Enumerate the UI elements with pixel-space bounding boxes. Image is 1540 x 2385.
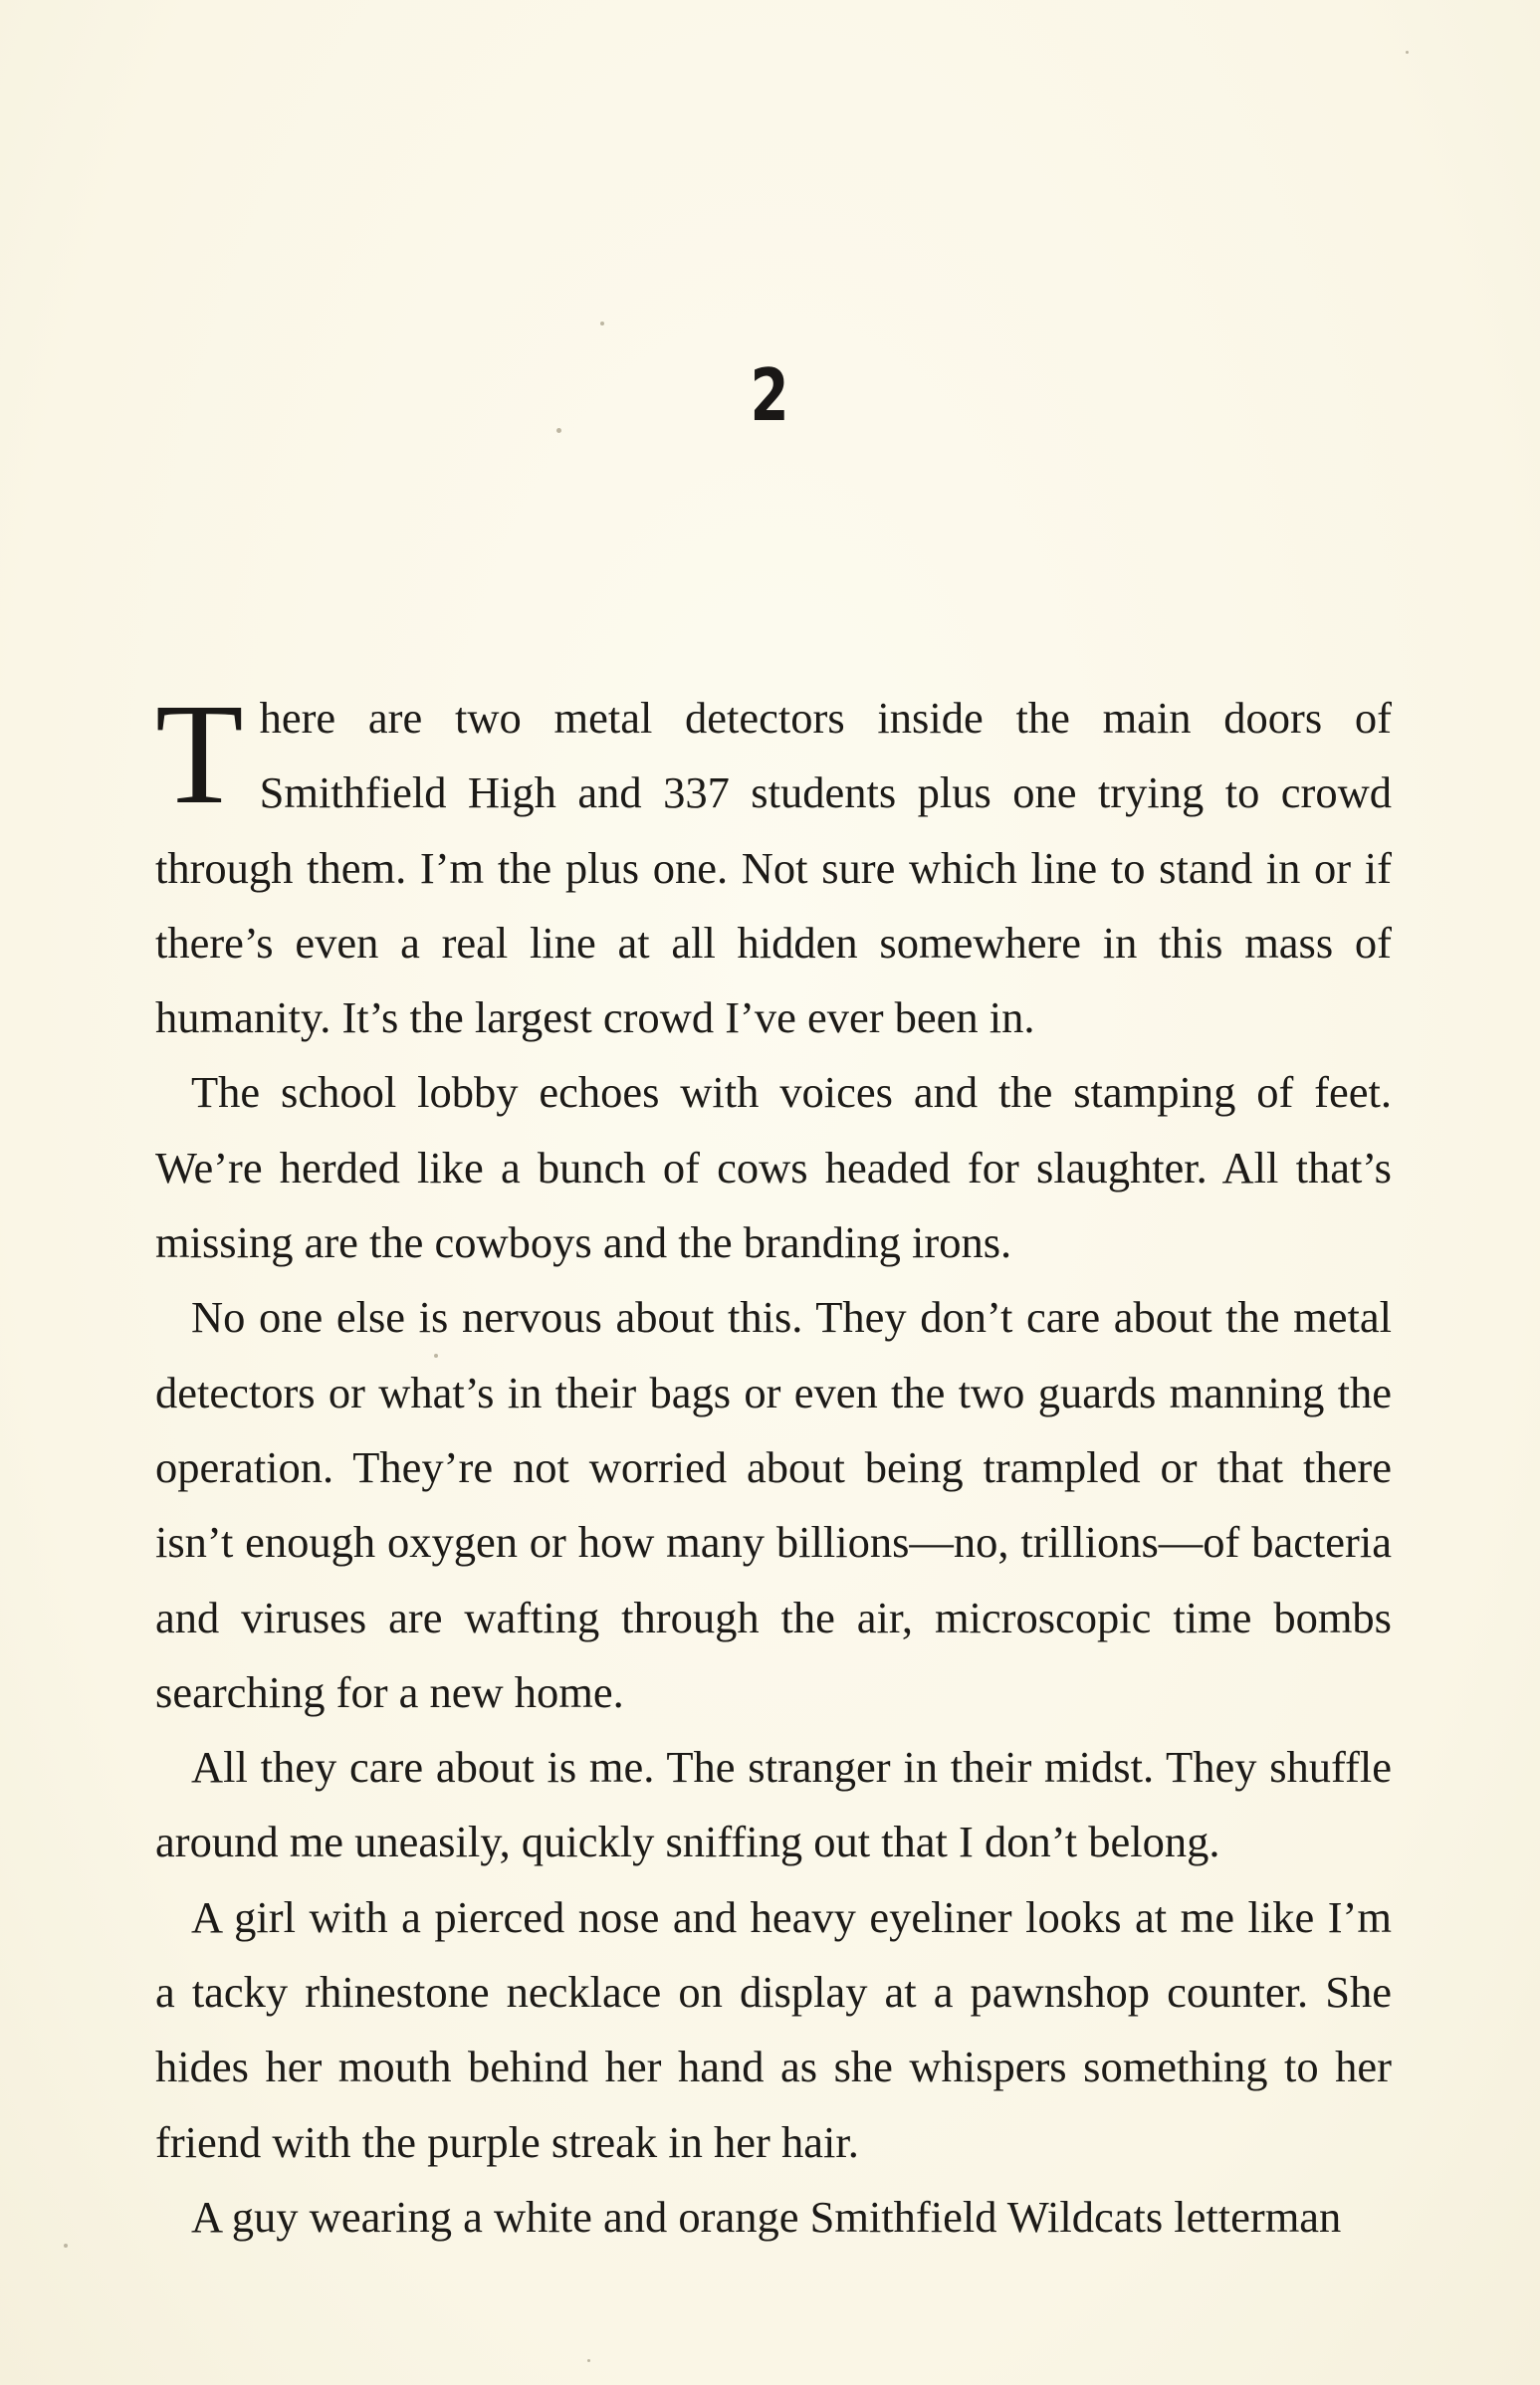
drop-cap: T	[155, 675, 244, 834]
chapter-number: 2	[750, 353, 790, 437]
paper-speck	[556, 428, 561, 433]
paper-speck	[64, 2244, 68, 2248]
paragraph-4: All they care about is me. The stranger in their midst. They shuffle around me uneasily, quickly sniffing out that I don’t belong.	[155, 1742, 1392, 1867]
paragraph-5: A girl with a pierced nose and heavy eyeliner looks at me like I’m a tacky rhinestone necklace on display at a pawnshop counter. She hides her mouth behind her hand as she whispers something to her friend with the purple streak in her hair.	[155, 1891, 1392, 2167]
paragraph-1	[155, 675, 1392, 1055]
paragraph-3: No one else is nervous about this. They don’t care about the metal detectors or what’s in their bags or even the two guards manning the operation. They’re not worried about being trampled or that there isn’t enough oxygen or how many billions—no, trillions—of bacteria and viruses are wafting through the air, microscopic time bombs searching for a new home.	[155, 1292, 1392, 1717]
chapter-body	[155, 675, 1392, 2255]
paper-speck	[600, 322, 604, 325]
paper-speck	[1406, 51, 1409, 54]
paper-speck	[434, 1354, 438, 1358]
paragraph-6: A guy wearing a white and orange Smithfield Wildcats letterman	[191, 2191, 1342, 2242]
paper-speck	[587, 2359, 590, 2362]
paragraph-1-text: here are two metal detectors inside the main doors of Smithfield High and 337 students plus one trying to crowd through them. I’m the plus one. Not sure which line to stand in or if there’s even a real line at all hidden somewhere in this mass of humanity. It’s the largest crowd I’ve ever been in.	[155, 693, 1392, 1043]
paragraph-2: The school lobby echoes with voices and the stamping of feet. We’re herded like a bunch of cows headed for slaughter. All that’s missing are the cowboys and the branding irons.	[155, 1067, 1392, 1268]
